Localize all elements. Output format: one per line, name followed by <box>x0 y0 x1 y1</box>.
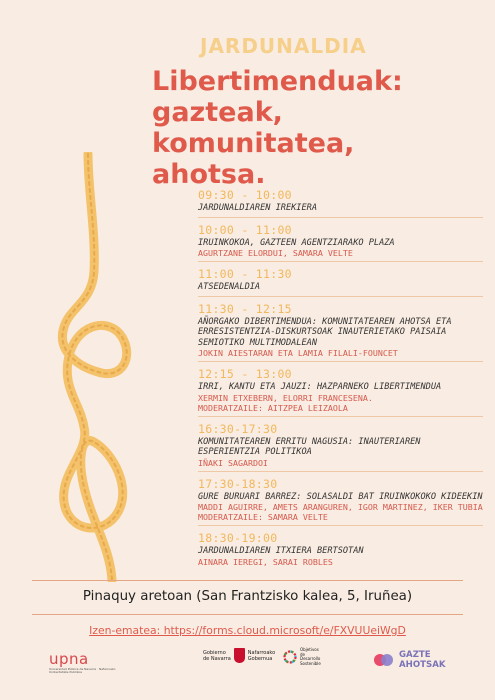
schedule-slot <box>198 267 483 297</box>
gobierno-line: Gobernua <box>247 655 273 662</box>
gobierno-line: Gobierno <box>203 649 226 656</box>
slot-moderator: MODERATZAILE: AITZPEA LEIZAOLA <box>198 402 348 413</box>
slot-title: JARDUNALDIAREN ITXIERA BERTSOTAN <box>198 546 364 556</box>
divider-top <box>32 580 463 581</box>
slot-time: 10:00 - 11:00 <box>198 222 292 237</box>
schedule-slot <box>198 422 483 472</box>
title-line: gazteak, <box>152 97 283 128</box>
gazte-line: GAZTE <box>399 650 431 660</box>
slot-speakers: MADDI AGUIRRE, AMETS ARANGUREN, IGOR MARTINEZ, IKER TUBIA <box>198 502 483 512</box>
venue-text: Pinaquy aretoan (San Frantzisko kalea, 5, Iruñea) <box>82 589 413 604</box>
gobierno-navarra-logo <box>203 648 275 663</box>
slot-speakers: AINARA IEREGI, SARAI ROBLES <box>198 556 333 567</box>
divider-bottom <box>32 614 463 615</box>
schedule-list <box>198 188 483 575</box>
slot-time: 18:30-19:00 <box>198 531 278 545</box>
page-title <box>152 66 482 190</box>
upna-logo <box>49 650 119 675</box>
slot-time: 11:30 - 12:15 <box>198 301 292 316</box>
gazte-ahotsak-logo <box>373 650 446 670</box>
header-kicker: JARDUNALDIA <box>200 34 367 58</box>
slot-speakers: XERMIN ETXEBERN, ELORRI FRANCESENA. <box>198 392 373 403</box>
slot-speakers: JOKIN AIESTARAN ETA LAMIA FILALI-FOUNCET <box>198 348 398 358</box>
speech-bubbles-icon <box>373 652 395 668</box>
slot-time: 11:00 - 11:30 <box>198 267 292 281</box>
slot-title: IRUINKOKOA, GAZTEEN AGENTZIARAKO PLAZA <box>198 237 395 248</box>
ahotsak-line: AHOTSAK <box>399 660 446 670</box>
slot-title: IRRI, KANTU ETA JAUZI: HAZPARNEKO LIBERTIMENDUA <box>198 382 442 392</box>
slot-time: 09:30 - 10:00 <box>198 188 292 202</box>
registration-link[interactable]: Izen-ematea: https://forms.cloud.microsoft/e/FXVUUeiWgD <box>89 624 406 637</box>
slot-title: ATSEDENALDIA <box>198 282 261 292</box>
slot-time: 16:30-17:30 <box>198 421 278 436</box>
slot-speakers: IÑAKI SAGARDOI <box>198 457 268 468</box>
slot-speakers: AGURTZANE ELORDUI, SAMARA VELTE <box>198 248 353 258</box>
upna-logo-subtitle: Universidad Pública de Navarra · Nafarroako Unibertsitate Publikoa <box>49 667 116 675</box>
schedule-slot <box>198 302 483 363</box>
schedule-slot <box>198 188 483 218</box>
gobierno-line: de Navarra <box>203 655 231 662</box>
slot-time: 17:30-18:30 <box>198 476 278 491</box>
ods-text: Objetivos de Desarrollo Sostenible <box>300 647 321 666</box>
schedule-slot <box>198 223 483 263</box>
ods-logo <box>283 648 324 666</box>
schedule-slot <box>198 477 483 527</box>
slot-title: GURE BURUARI BARREZ: SOLASALDI BAT IRUINKOKOKO KIDEEKIN <box>198 491 483 502</box>
gobierno-line: Nafarroako <box>247 649 276 656</box>
schedule-slot <box>198 531 483 570</box>
title-line: ahotsa. <box>152 159 266 190</box>
slot-title: AÑORGAKO DIBERTIMENDUA: KOMUNITATEAREN AHOTSA ETA ERRESISTENTZIA-DISKURTSOAK INAUTERIETAKO PAISAIA SEMIOTIKO MULTIMODALEAN <box>198 316 452 348</box>
schedule-slot <box>198 367 483 417</box>
title-line: komunitatea, <box>152 128 355 159</box>
knot-rope-illustration <box>40 152 155 582</box>
slot-time: 12:15 - 13:00 <box>198 367 292 381</box>
title-line: Libertimenduak: <box>152 66 403 97</box>
ods-wheel-icon <box>283 650 297 664</box>
slot-title: KOMUNITATEAREN ERRITU NAGUSIA: INAUTERIAREN ESPERIENTZIA POLITIKOA <box>198 436 421 457</box>
slot-moderator: MODERATZAILE: SAMARA VELTE <box>198 512 328 522</box>
slot-title: JARDUNALDIAREN IREKIERA <box>198 203 317 213</box>
navarra-shield-icon <box>234 648 245 663</box>
upna-logo-mark: upna <box>49 650 89 668</box>
